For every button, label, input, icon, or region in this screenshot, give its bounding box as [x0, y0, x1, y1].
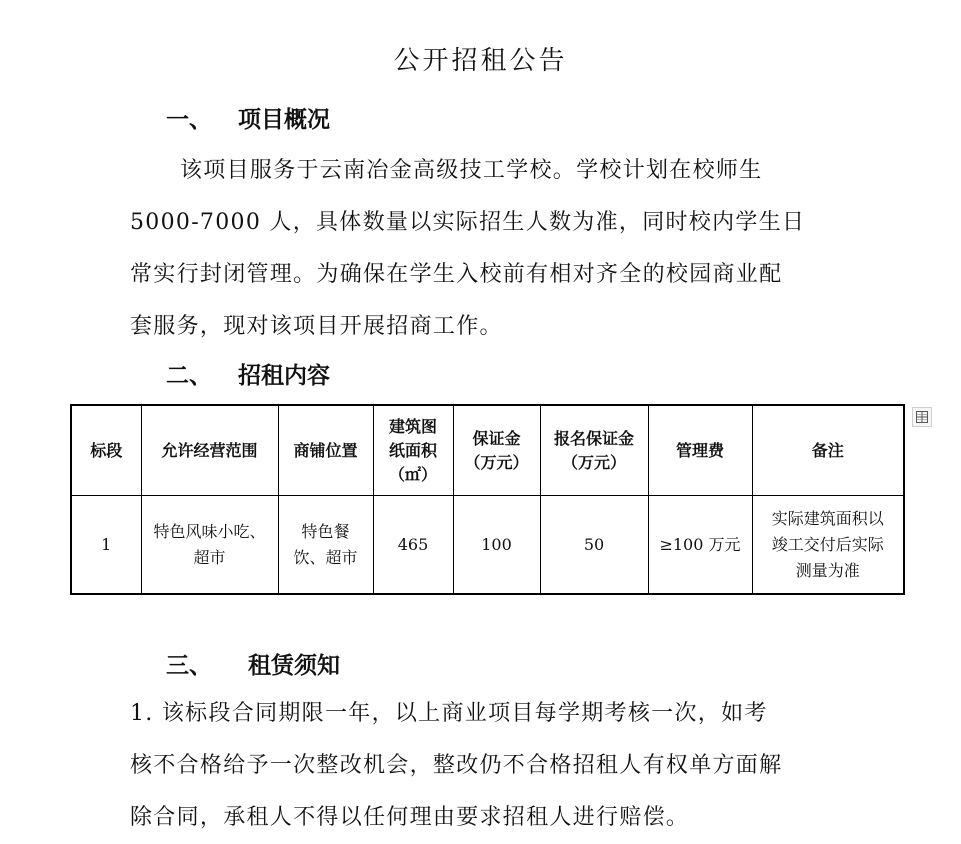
table-move-handle-icon[interactable]: [912, 407, 932, 427]
cell-text: 竣工交付后实际: [771, 534, 884, 554]
cell-text: 特色餐: [301, 521, 350, 541]
lease-table: [70, 404, 905, 595]
header-text: 标段: [90, 440, 123, 460]
header-text: （万元）: [464, 452, 529, 472]
table-row: [71, 496, 904, 595]
header-text: 纸面积: [388, 440, 437, 460]
lease-notice-paragraph: [130, 688, 830, 844]
cell-location: [278, 496, 373, 595]
section-title: 招租内容: [238, 363, 330, 389]
cell-registration-deposit: 50: [540, 496, 648, 595]
cell-text: 测量为准: [795, 560, 860, 580]
section-number: 二、: [166, 363, 212, 389]
header-location: [278, 405, 373, 496]
section-number: 一、: [166, 107, 212, 133]
paragraph-line: 套服务，现对该项目开展招商工作。: [130, 314, 503, 339]
cell-management-fee: ≥100 万元: [648, 496, 752, 595]
overview-paragraph: [130, 145, 830, 353]
header-text: 报名保证金: [553, 428, 634, 448]
header-deposit: [453, 405, 540, 496]
header-management-fee: [648, 405, 752, 496]
header-area: [373, 405, 453, 496]
cell-remarks: [752, 496, 904, 595]
section-heading-lease-content: [166, 357, 330, 390]
paragraph-line: 常实行封闭管理。为确保在学生入校前有相对齐全的校园商业配: [130, 262, 783, 287]
table-move-handle-icon-graphic: [913, 408, 931, 426]
header-text: 建筑图: [388, 416, 437, 436]
paragraph-line: 除合同，承租人不得以任何理由要求招租人进行赔偿。: [130, 805, 690, 830]
header-lot: [71, 405, 141, 496]
paragraph-line: 5000-7000 人，具体数量以实际招生人数为准，同时校内学生日: [130, 210, 806, 235]
cell-lot: 1: [71, 496, 141, 595]
table-header-row: [71, 405, 904, 496]
paragraph-line: 该项目服务于云南冶金高级技工学校。学校计划在校师生: [180, 158, 763, 183]
header-text: 保证金: [472, 428, 521, 448]
cell-text: 超市: [193, 547, 226, 567]
header-text: 备注: [811, 440, 844, 460]
section-title: 项目概况: [238, 107, 330, 133]
header-scope: [141, 405, 278, 496]
paragraph-line: 核不合格给予一次整改机会，整改仍不合格招租人有权单方面解: [130, 753, 783, 778]
section-number: 三、: [166, 653, 212, 679]
header-text: （㎡）: [388, 464, 437, 484]
header-remarks: [752, 405, 904, 496]
section-heading-lease-notice: [166, 647, 340, 680]
cell-text: 特色风味小吃、: [153, 521, 266, 541]
cell-text: 实际建筑面积以: [771, 508, 884, 528]
header-registration-deposit: [540, 405, 648, 496]
cell-deposit: 100: [453, 496, 540, 595]
header-text: （万元）: [561, 452, 626, 472]
header-text: 商铺位置: [293, 440, 358, 460]
document-title: 公开招租公告: [393, 46, 568, 76]
header-text: 允许经营范围: [161, 440, 258, 460]
section-title: 租赁须知: [248, 653, 340, 679]
cell-area: 465: [373, 496, 453, 595]
paragraph-line: 1. 该标段合同期限一年，以上商业项目每学期考核一次，如考: [130, 701, 768, 726]
cell-text: 饮、超市: [293, 547, 358, 567]
header-text: 管理费: [675, 440, 724, 460]
section-heading-overview: [166, 101, 330, 134]
cell-scope: [141, 496, 278, 595]
